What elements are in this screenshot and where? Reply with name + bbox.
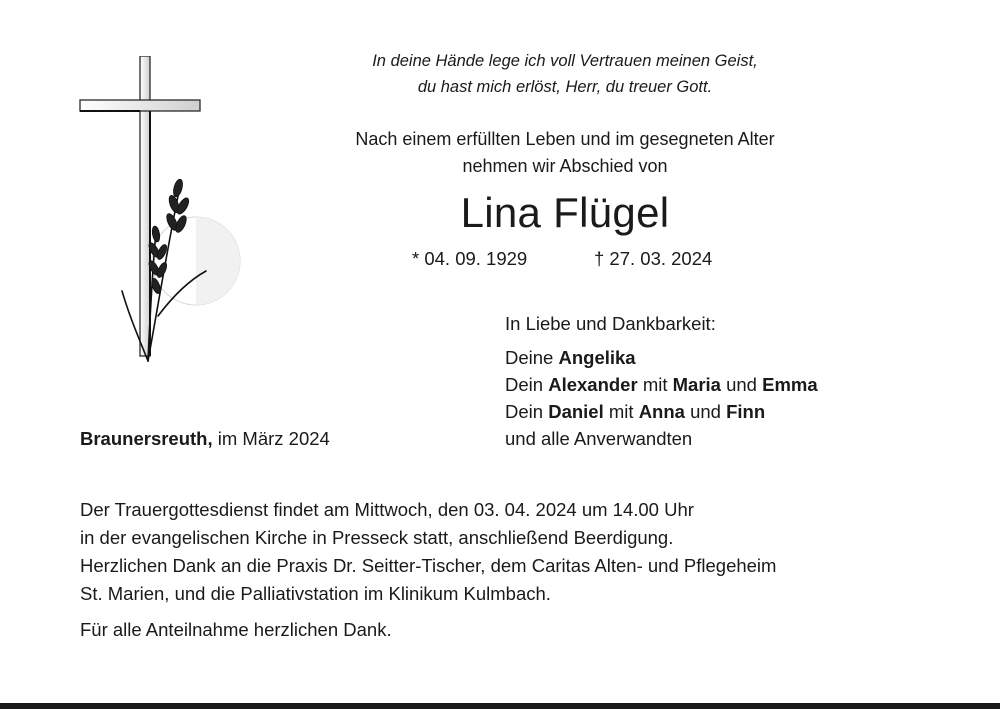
funeral-notice xyxy=(80,496,940,608)
family-line-3 xyxy=(505,398,945,425)
family-member-name: Anna xyxy=(638,401,685,422)
birth-date: * 04. 09. 1929 xyxy=(412,248,528,269)
family-member-name: Alexander xyxy=(548,374,638,395)
place-and-date xyxy=(80,425,400,452)
intro-line-1: Nach einem erfüllten Leben und im gesegneten Alter xyxy=(355,129,775,149)
cross-with-wheat-icon xyxy=(78,56,243,366)
family-member-name: Emma xyxy=(762,374,818,395)
place-town: Braunersreuth, xyxy=(80,428,213,449)
family-prefix: Dein xyxy=(505,401,544,422)
family-connector: und xyxy=(726,374,757,395)
family-member-name: Maria xyxy=(672,374,721,395)
notice-line-2: in der evangelischen Kirche in Presseck statt, anschließend Beerdigung. xyxy=(80,527,674,548)
family-member-name: Daniel xyxy=(548,401,604,422)
family-connector: mit xyxy=(608,401,634,422)
family-connector: und xyxy=(690,401,721,422)
verse-line-1: In deine Hände lege ich voll Vertrauen meinen Geist, xyxy=(372,52,758,70)
deceased-name: Lina Flügel xyxy=(460,189,670,236)
place-date: im März 2024 xyxy=(217,428,330,449)
notice-line-4: St. Marien, und die Palliativstation im Klinikum Kulmbach. xyxy=(80,583,551,604)
family-line-2 xyxy=(505,371,945,398)
death-date: † 27. 03. 2024 xyxy=(594,248,713,269)
bible-verse xyxy=(280,48,850,100)
family-connector: mit xyxy=(642,374,668,395)
family-prefix: Dein xyxy=(505,374,544,395)
closing-thanks: Für alle Anteilnahme herzlichen Dank. xyxy=(80,619,392,640)
intro-line-2: nehmen wir Abschied von xyxy=(462,156,668,176)
family-line-4: und alle Anverwandten xyxy=(505,428,693,449)
intro-text xyxy=(280,126,850,180)
family-prefix: Deine xyxy=(505,347,554,368)
verse-line-2: du hast mich erlöst, Herr, du treuer Gott. xyxy=(417,78,713,96)
notice-line-3: Herzlichen Dank an die Praxis Dr. Seitter-Tischer, dem Caritas Alten- und Pflegeheim xyxy=(80,555,777,576)
family-member-name: Finn xyxy=(726,401,766,422)
family-line-1 xyxy=(505,344,945,371)
family-block xyxy=(505,310,945,452)
family-member-name: Angelika xyxy=(558,347,636,368)
family-greeting: In Liebe und Dankbarkeit: xyxy=(505,313,716,334)
notice-line-1: Der Trauergottesdienst findet am Mittwoch, den 03. 04. 2024 um 14.00 Uhr xyxy=(80,499,694,520)
